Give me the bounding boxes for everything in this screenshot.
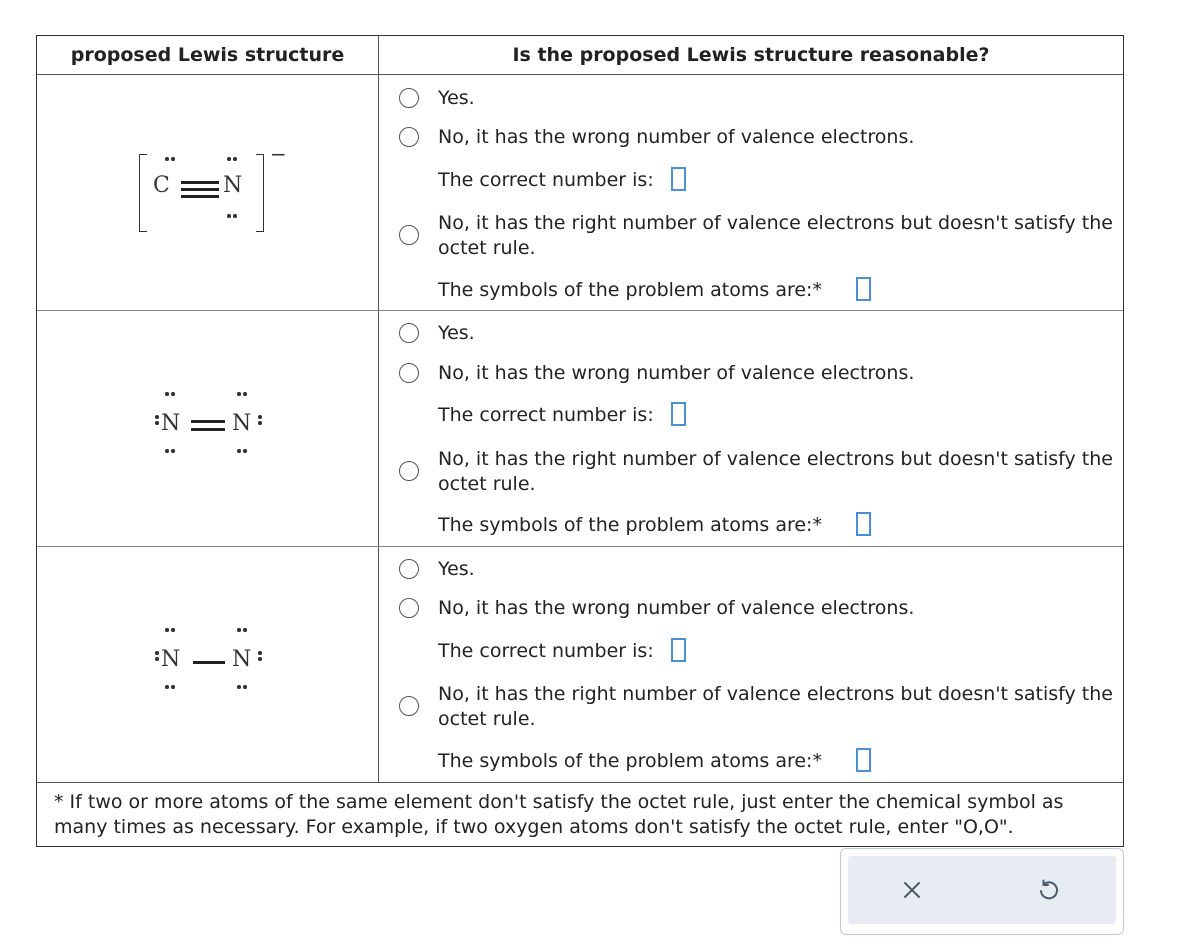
undo-icon [1036, 878, 1060, 902]
bond-line [191, 420, 225, 423]
option-wrong-valence-label: No, it has the wrong number of valence electrons. [438, 362, 915, 384]
lone-pair-dots [155, 415, 159, 425]
option-wrong-valence-label: No, it has the wrong number of valence electrons. [438, 597, 915, 619]
problem-atoms-input[interactable] [856, 512, 871, 536]
lone-pair-dots [165, 628, 175, 632]
correct-number-input[interactable] [671, 638, 686, 662]
bond-line [193, 661, 225, 664]
lone-pair-dots [227, 157, 237, 161]
correct-number-input[interactable] [671, 402, 686, 426]
lone-pair-dots [258, 415, 262, 425]
option-wrong-valence-label: No, it has the wrong number of valence electrons. [438, 126, 915, 148]
lone-pair-dots [165, 685, 175, 689]
problem-atoms-input[interactable] [856, 748, 871, 772]
left-bracket [139, 154, 147, 232]
correct-number-label: The correct number is: [438, 169, 654, 191]
radio-wrong-valence[interactable] [399, 598, 419, 618]
lone-pair-dots [237, 685, 247, 689]
atom-symbol: N [232, 647, 252, 672]
clear-button[interactable] [882, 856, 942, 924]
bond-line [181, 195, 219, 198]
lone-pair-dots [165, 392, 175, 396]
correct-number-label: The correct number is: [438, 640, 654, 662]
atom-symbol: N [232, 411, 252, 436]
reset-button[interactable] [1018, 856, 1078, 924]
option-yes-label: Yes. [438, 322, 475, 344]
lone-pair-dots [237, 628, 247, 632]
atom-symbol: N [223, 173, 243, 198]
problem-atoms-label: The symbols of the problem atoms are:* [438, 750, 822, 772]
correct-number-input[interactable] [671, 167, 686, 191]
problem-atoms-label: The symbols of the problem atoms are:* [438, 279, 822, 301]
radio-wrong-valence[interactable] [399, 363, 419, 383]
footnote-divider [37, 782, 1123, 783]
column-divider [378, 35, 379, 783]
option-yes-label: Yes. [438, 87, 475, 109]
radio-yes[interactable] [399, 88, 419, 108]
close-icon [901, 879, 923, 901]
lone-pair-dots [165, 449, 175, 453]
charge-label: − [270, 142, 287, 166]
bond-line [181, 181, 219, 184]
problem-atoms-label: The symbols of the problem atoms are:* [438, 514, 822, 536]
row-divider [37, 546, 1123, 547]
bond-line [191, 428, 225, 431]
atom-symbol: C [153, 173, 170, 198]
atom-symbol: N [161, 411, 181, 436]
bond-line [181, 188, 219, 191]
radio-yes[interactable] [399, 323, 419, 343]
problem-atoms-input[interactable] [856, 277, 871, 301]
header-divider [37, 74, 1123, 75]
right-bracket [256, 154, 264, 232]
correct-number-label: The correct number is: [438, 404, 654, 426]
atom-symbol: N [161, 647, 181, 672]
lone-pair-dots [165, 157, 175, 161]
radio-octet-violation[interactable] [399, 225, 419, 245]
radio-octet-violation[interactable] [399, 461, 419, 481]
option-octet-label: No, it has the right number of valence electrons but doesn't satisfy the octet rule. [438, 448, 1113, 495]
option-octet-label: No, it has the right number of valence electrons but doesn't satisfy the octet rule. [438, 683, 1113, 730]
lone-pair-dots [227, 214, 237, 218]
lone-pair-dots [237, 449, 247, 453]
radio-wrong-valence[interactable] [399, 127, 419, 147]
radio-yes[interactable] [399, 559, 419, 579]
radio-octet-violation[interactable] [399, 696, 419, 716]
footnote: * If two or more atoms of the same element don't satisfy the octet rule, just enter the chemical symbol as many times as necessary. For example, if two oxygen atoms don't satisfy the octet rule, enter "O,O". [54, 791, 1064, 838]
option-yes-label: Yes. [438, 558, 475, 580]
column-header-structure: proposed Lewis structure [70, 44, 345, 66]
lone-pair-dots [155, 651, 159, 661]
row-divider [37, 310, 1123, 311]
option-octet-label: No, it has the right number of valence electrons but doesn't satisfy the octet rule. [438, 212, 1113, 259]
lone-pair-dots [237, 392, 247, 396]
column-header-question: Is the proposed Lewis structure reasonable? [512, 44, 990, 66]
lone-pair-dots [258, 651, 262, 661]
